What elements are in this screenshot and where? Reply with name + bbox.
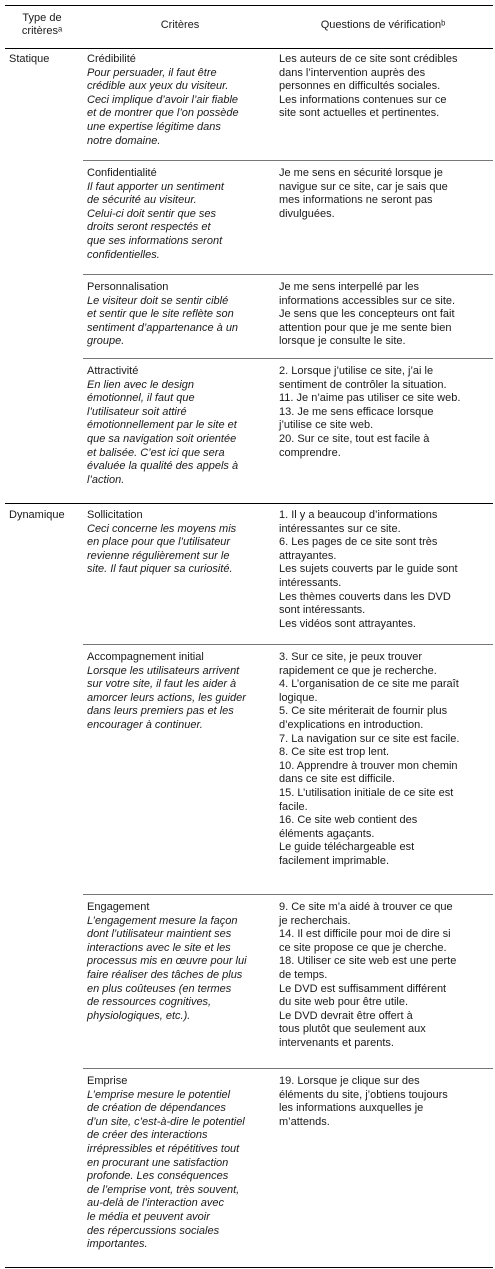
criterion-name: Personnalisation xyxy=(87,281,169,293)
criterion-name: Emprise xyxy=(87,1075,128,1087)
question-line: 19. Lorsque je clique sur des xyxy=(279,1075,420,1087)
question-line: attrayantes. xyxy=(279,549,337,562)
table-row xyxy=(5,1069,493,1268)
verification-questions xyxy=(279,53,485,121)
question-line: Les thèmes couverts dans les DVD xyxy=(279,590,451,603)
criterion-description-line: sentiment d’appartenance à un xyxy=(87,321,239,334)
criterion-description-line: interactions avec le site et les xyxy=(87,941,231,954)
question-line: 1. Il y a beaucoup d’informations xyxy=(279,509,438,521)
criterion-description-line: l’action. xyxy=(87,473,125,486)
criterion-description-line: des répercussions sociales xyxy=(87,1224,220,1237)
question-line: informations accessibles sur ce site. xyxy=(279,294,456,307)
question-line: j’utilise ce site web. xyxy=(279,419,374,432)
criterion-description-line: irrépressibles et répétitives tout xyxy=(87,1142,240,1155)
question-line: site sont actuelles et pertinentes. xyxy=(279,107,440,120)
question-line: facilement imprimable. xyxy=(279,854,390,867)
criterion-description-line: dont l’utilisateur maintient ses xyxy=(87,928,232,941)
question-line: 20. Sur ce site, tout est facile à xyxy=(279,432,430,445)
question-line: 14. Il est difficile pour moi de dire si xyxy=(279,928,451,941)
question-line: logique. xyxy=(279,691,318,704)
question-line: 18. Utiliser ce site web est une perte xyxy=(279,955,457,968)
question-line: 4. L’organisation de ce site me paraît xyxy=(279,678,459,691)
criterion-description-line: l’utilisateur soit attiré xyxy=(87,405,187,418)
criterion-description-line: site. Il faut piquer sa curiosité. xyxy=(87,563,233,576)
criterion-description-line: que ses informations seront xyxy=(87,234,223,247)
criterion-description-line: et balisée. C’est ici que sera xyxy=(87,446,225,459)
criterion-description-line: faire réaliser des tâches de plus xyxy=(87,968,243,981)
criterion-name: Confidentialité xyxy=(87,167,157,179)
criterion-description-line: groupe. xyxy=(87,335,125,348)
question-line: comprendre. xyxy=(279,446,341,459)
question-line: Les vidéos sont attrayantes. xyxy=(279,617,416,630)
criterion-description-line: Lorsque les utilisateurs arrivent xyxy=(87,664,240,677)
criterion-description-line: importantes. xyxy=(87,1238,148,1251)
question-line: dans l’intervention auprès des xyxy=(279,66,426,79)
criterion xyxy=(87,53,267,148)
question-line: personnes en difficultés sociales. xyxy=(279,80,441,93)
question-line: ce site propose ce que je cherche. xyxy=(279,941,447,954)
criterion-description-line: au-delà de l’interaction avec xyxy=(87,1197,224,1210)
criterion-description-line: amorcer leurs actions, les guider xyxy=(87,691,246,704)
question-line: sont intéressants. xyxy=(279,604,366,617)
criterion-description-line: de ressources cognitives, xyxy=(87,996,212,1009)
question-line: 8. Ce site est trop lent. xyxy=(279,746,390,759)
verification-questions xyxy=(279,509,485,631)
question-line: du site web pour être utile. xyxy=(279,996,409,1009)
criterion-name: Crédibilité xyxy=(87,53,136,65)
question-line: 6. Les pages de ce site sont très xyxy=(279,536,438,549)
criterion xyxy=(87,167,267,262)
question-line: Le DVD est suffisamment différent xyxy=(279,982,447,995)
criterion-description-line: Ceci implique d’avoir l’air fiable xyxy=(87,93,239,106)
verification-questions xyxy=(279,167,485,221)
criterion-description-line: processus mis en œuvre pour lui xyxy=(87,955,247,968)
criterion-description-line: de création de dépendances xyxy=(87,1102,226,1115)
question-line: 11. Je n’aime pas utiliser ce site web. xyxy=(279,392,461,405)
criterion-description-line: de l’emprise vont, très souvent, xyxy=(87,1183,240,1196)
question-line: dans ce site est difficile. xyxy=(279,773,395,786)
criterion xyxy=(87,509,267,577)
criterion-description-line: émotionnellement par le site et xyxy=(87,419,237,432)
table-row xyxy=(5,47,493,161)
question-line: divulguées. xyxy=(279,207,335,220)
question-line: 5. Ce site mériterait de fournir plus xyxy=(279,705,448,718)
question-line: intéressants. xyxy=(279,576,342,589)
criterion-description-line: Ceci concerne les moyens mis xyxy=(87,522,237,535)
header-criteria: Critères xyxy=(160,19,200,31)
verification-questions xyxy=(279,651,485,869)
criterion-description-line: de sécurité au visiteur. xyxy=(87,194,197,207)
question-line: rapidement ce que je recherche. xyxy=(279,664,437,677)
table-row xyxy=(5,359,493,504)
verification-table xyxy=(5,5,493,1267)
question-line: 7. La navigation sur ce site est facile. xyxy=(279,732,460,745)
table-header xyxy=(5,5,493,49)
question-line: m’attends. xyxy=(279,1115,330,1128)
question-line: facile. xyxy=(279,800,308,813)
question-line: les informations auxquelles je xyxy=(279,1102,424,1115)
question-line: éléments agaçants. xyxy=(279,827,375,840)
criterion-description-line: d’un site, c’est-à-dire le potentiel xyxy=(87,1115,245,1128)
question-line: intervenants et parents. xyxy=(279,1036,394,1049)
question-line: Je sens que les concepteurs ont fait xyxy=(279,308,455,321)
question-line: Je me sens en sécurité lorsque je xyxy=(279,167,443,179)
criteria-type: Statique xyxy=(9,53,50,65)
criterion-description-line: en place pour que l’utilisateur xyxy=(87,536,231,549)
question-line: je recherchais. xyxy=(279,914,351,927)
question-line: 13. Je me sens efficace lorsque xyxy=(279,405,434,418)
question-line: 15. L’utilisation initiale de ce site est xyxy=(279,786,454,799)
criterion-description-line: évaluée la qualité des appels à xyxy=(87,460,239,473)
question-line: navigue sur ce site, car je sais que xyxy=(279,180,448,193)
header-type: Type de critèresᵃ xyxy=(21,12,63,37)
criterion-description-line: confidentielles. xyxy=(87,248,160,261)
criterion-name: Attractivité xyxy=(87,365,139,377)
criterion-description-line: physiologiques, etc.). xyxy=(87,1009,191,1022)
table-row xyxy=(5,161,493,275)
criterion-description-line: Il faut apporter un sentiment xyxy=(87,180,224,193)
criterion-description-line: crédible aux yeux du visiteur. xyxy=(87,80,229,93)
question-line: Je me sens interpellé par les xyxy=(279,281,420,293)
header-questions: Questions de vérificationᵇ xyxy=(320,19,446,31)
criterion-description-line: Celui-ci doit sentir que ses xyxy=(87,207,217,220)
criterion-description-line: dans leurs premiers pas et les xyxy=(87,705,234,718)
criterion-description-line: en plus coûteuses (en termes xyxy=(87,982,232,995)
question-line: Les auteurs de ce site sont crédibles xyxy=(279,53,458,65)
question-line: attention pour que je me sente bien xyxy=(279,321,452,334)
verification-questions xyxy=(279,281,485,349)
criterion xyxy=(87,281,267,349)
criterion xyxy=(87,365,267,487)
criterion-description-line: notre domaine. xyxy=(87,134,161,147)
question-line: lorsque je consulte le site. xyxy=(279,335,406,348)
question-line: Le guide téléchargeable est xyxy=(279,841,415,854)
question-line: intéressantes sur ce site. xyxy=(279,522,401,535)
verification-questions xyxy=(279,365,485,460)
criterion-description-line: revienne régulièrement sur le xyxy=(87,549,230,562)
question-line: 9. Ce site m’a aidé à trouver ce que xyxy=(279,901,453,913)
question-line: Les informations contenues sur ce xyxy=(279,93,447,106)
criterion-description-line: sur votre site, il faut les aider à xyxy=(87,678,237,691)
criterion-description-line: et sentir que le site reflète son xyxy=(87,308,234,321)
criterion-description-line: émotionnel, il faut que xyxy=(87,392,195,405)
question-line: tous plutôt que seulement aux xyxy=(279,1023,426,1036)
question-line: de temps. xyxy=(279,968,328,981)
question-line: d’explications en introduction. xyxy=(279,718,424,731)
criterion-name: Accompagnement initial xyxy=(87,651,204,663)
table-row xyxy=(5,895,493,1069)
criterion-description-line: en procurant une satisfaction xyxy=(87,1156,229,1169)
criterion-description-line: L’emprise mesure le potentiel xyxy=(87,1088,231,1101)
question-line: 2. Lorsque j’utilise ce site, j’ai le xyxy=(279,365,434,377)
table-row xyxy=(5,645,493,895)
question-line: 3. Sur ce site, je peux trouver xyxy=(279,651,423,663)
criterion-description-line: que sa navigation soit orientée xyxy=(87,432,237,445)
criterion-description-line: En lien avec le design xyxy=(87,378,195,391)
question-line: éléments du site, j’obtiens toujours xyxy=(279,1088,448,1101)
criterion-description-line: le média et peuvent avoir xyxy=(87,1210,210,1223)
criterion xyxy=(87,901,267,1023)
criterion-name: Sollicitation xyxy=(87,509,143,521)
table-row xyxy=(5,503,493,645)
question-line: 16. Ce site web contient des xyxy=(279,814,418,827)
criterion-description-line: et de montrer que l’on possède xyxy=(87,107,239,120)
criteria-type: Dynamique xyxy=(9,509,65,521)
criterion xyxy=(87,1075,267,1252)
criterion-description-line: de créer des interactions xyxy=(87,1129,208,1142)
verification-questions xyxy=(279,901,485,1051)
criterion-name: Engagement xyxy=(87,901,150,913)
question-line: sentiment de contrôler la situation. xyxy=(279,378,447,391)
criterion-description-line: droits seront respectés et xyxy=(87,221,211,234)
criterion-description-line: L’engagement mesure la façon xyxy=(87,914,238,927)
verification-questions xyxy=(279,1075,485,1129)
question-line: 10. Apprendre à trouver mon chemin xyxy=(279,759,458,772)
criterion-description-line: Pour persuader, il faut être xyxy=(87,66,217,79)
criterion-description-line: encourager à continuer. xyxy=(87,718,203,731)
question-line: Le DVD devrait être offert à xyxy=(279,1009,413,1022)
question-line: Les sujets couverts par le guide sont xyxy=(279,563,458,576)
criterion-description-line: une expertise légitime dans xyxy=(87,120,221,133)
criterion-description-line: profonde. Les conséquences xyxy=(87,1170,229,1183)
criterion-description-line: Le visiteur doit se sentir ciblé xyxy=(87,294,229,307)
question-line: mes informations ne seront pas xyxy=(279,194,433,207)
criterion xyxy=(87,651,267,733)
table-row xyxy=(5,275,493,359)
